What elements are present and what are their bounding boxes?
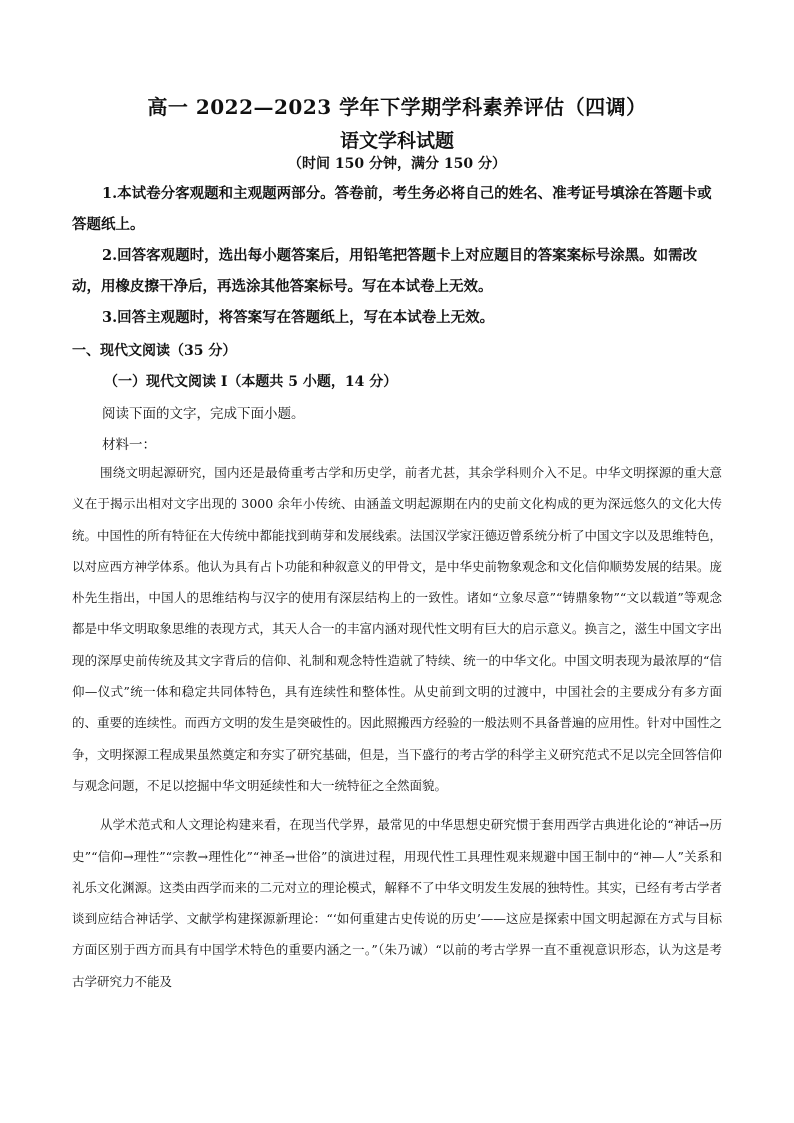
material-text bbox=[72, 457, 722, 997]
paragraph-1: 围绕文明起源研究，国内还是最倚重考古学和历史学，前者尤甚，其余学科则介入不足。中华文明探源的重大意义在于揭示出相对文字出现的 3000 余年小传统、由涵盖文明起源期在内的史前文化构成的更为深远悠久的文化大传统。中国性的所有特征在大传统中都能找到萌芽和发展线索。法国汉学家汪德迈曾系统分析了中国文字以及思维特色，以对应西方神学体系。他认为具有占卜功能和种叙意义的甲骨文，是中华史前物象观念和文化信仰顺势发展的结果。庞朴先生指出，中国人的思维结构与汉字的使用有深层结构上的一致性。诸如“立象尽意”“铸鼎象物”“文以载道”等观念都是中华文明取象思维的表现方式，其天人合一的丰富内涵对现代性文明有巨大的启示意义。换言之，滋生中国文字出现的深厚史前传统及其文字背后的信仰、礼制和观念特性造就了特续、统一的中华文化。中国文明表现为最浓厚的“信仰—仪式”统一体和稳定共同体特色，具有连续性和整体性。从史前到文明的过渡中，中国社会的主要成分有多方面的、重要的连续性。而西方文明的发生是突破性的。因此照搬西方经验的一般法则不具备普遍的应用性。针对中国性之争，文明探源工程成果虽然奠定和夯实了研究基础，但是，当下盛行的考古学的科学主义研究范式不足以完全回答信仰与观念问题，不足以挖掘中华文明延续性和大一统特征之全然面貌。 bbox=[72, 465, 723, 793]
instruction-2: 2.回答客观题时，选出每小题答案后，用铅笔把答题卡上对应题目的答案案标号涂黑。如需改动，用橡皮擦干净后，再选涂其他答案标号。写在本试卷上无效。 bbox=[72, 247, 698, 295]
reading-direction: 阅读下面的文字，完成下面小题。 bbox=[102, 406, 305, 422]
exam-title: 高一 2022—2023 学年下学期学科素养评估（四调） bbox=[147, 95, 647, 119]
section-heading: 一、现代文阅读（35 分） bbox=[72, 343, 237, 359]
instruction-3: 3.回答主观题时，将答案写在答题纸上，写在本试卷上无效。 bbox=[102, 309, 495, 326]
paragraph-2: 从学术范式和人文理论构建来看，在现当代学界，最常见的中华思想史研究惯于套用西学古典进化论的“神话→历史”“信仰→理性”“宗教→理性化”“神圣→世俗”的演进过程，用现代性工具理性观来规避中国王制中的“神—人”关系和礼乐文化渊源。这类由西学而来的二元对立的理论模式，解释不了中华文明发生发展的独特性。其实，已经有考古学者谈到应结合神话学、文献学构建探源新理论：“‘如何重建古史传说的历史’——这应是探索中国文明起源在方式与目标方面区别于西方而具有中国学术特色的重要内涵之一。”（朱乃诚）“以前的考古学界一直不重视意识形态，认为这是考古学研究力不能及 bbox=[72, 817, 723, 989]
time-note: （时间 150 分钟，满分 150 分） bbox=[288, 156, 506, 172]
subject-title: 语文学科试题 bbox=[339, 130, 454, 152]
subsection-heading: （一）现代文阅读 I（本题共 5 小题，14 分） bbox=[104, 374, 398, 390]
material-label: 材料一： bbox=[102, 437, 156, 453]
instruction-1: 1.本试卷分客观题和主观题两部分。答卷前，考生务必将自己的姓名、准考证号填涂在答题卡或答题纸上。 bbox=[72, 185, 712, 233]
instructions bbox=[72, 178, 722, 333]
